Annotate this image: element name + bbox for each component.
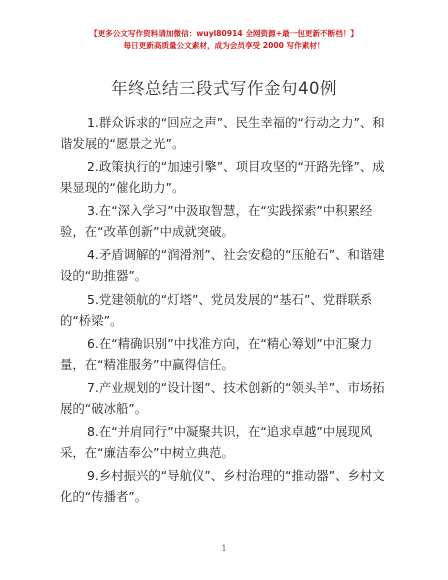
list-item	[60, 289, 392, 331]
list-item-line-2: 量，在“精准服务”中赢得信任。	[60, 357, 234, 372]
list-item	[60, 377, 392, 419]
list-item-line-1: 9.乡村振兴的“导航仪”、乡村治理的“推动器”、乡村文	[87, 468, 385, 483]
list-item-line-2: 设的“助推器”。	[60, 268, 148, 283]
list-item-line-2: 谐发展的“愿景之光”。	[60, 136, 185, 151]
list-item	[60, 112, 392, 154]
list-item-line-2: 的“桥梁”。	[60, 313, 123, 328]
list-item-line-1: 5.党建领航的“灯塔”、党员发展的“基石”、党群联系	[87, 292, 373, 307]
document-title: 年终总结三段式写作金句40例	[111, 79, 337, 98]
list-item-line-1: 6.在“精确识别”中找准方向，在“精心筹划”中汇聚力	[87, 336, 373, 351]
list-item-line-1: 4.矛盾调解的“润滑剂”、社会安稳的“压舱石”、和谐建	[87, 247, 385, 262]
list-item-line-2: 化的“传播者”。	[60, 489, 148, 504]
list-item-line-1: 7.产业规划的“设计图”、技术创新的“领头羊”、市场拓	[87, 380, 385, 395]
list-item	[60, 156, 392, 198]
list-item-line-1: 2.政策执行的“加速引擎”、项目攻坚的“开路先锋”、成	[87, 159, 385, 174]
page-number: 1	[221, 544, 227, 553]
list-item-line-2: 展的“破冰船”。	[60, 401, 148, 416]
list-item	[60, 244, 392, 286]
list-item	[60, 200, 392, 242]
list-item-line-1: 8.在“并肩同行”中凝聚共识，在“追求卓越”中展现风	[87, 424, 373, 439]
list-item-line-1: 1.群众诉求的“回应之声”、民生幸福的“行动之力”、和	[87, 115, 385, 130]
list-item	[60, 421, 392, 463]
list-item	[60, 465, 392, 507]
list-item-line-1: 3.在“深入学习”中汲取智慧，在“实践探索”中积累经	[87, 203, 373, 218]
list-item	[60, 333, 392, 375]
list-item-line-2: 验，在“改革创新”中成就突破。	[60, 224, 234, 239]
promo-banner-line-1: 【更多公文写作资料请加微信：wuyl80914 全网资源+最一包更新不断档！】	[89, 29, 359, 38]
list-item-line-2: 采，在“廉洁奉公”中树立典范。	[60, 445, 234, 460]
promo-banner-line-2: 每日更新高质量公文素材，成为会员享受 2000 写作素材！	[123, 41, 325, 50]
list-item-line-2: 果显现的“催化助力”。	[60, 180, 185, 195]
